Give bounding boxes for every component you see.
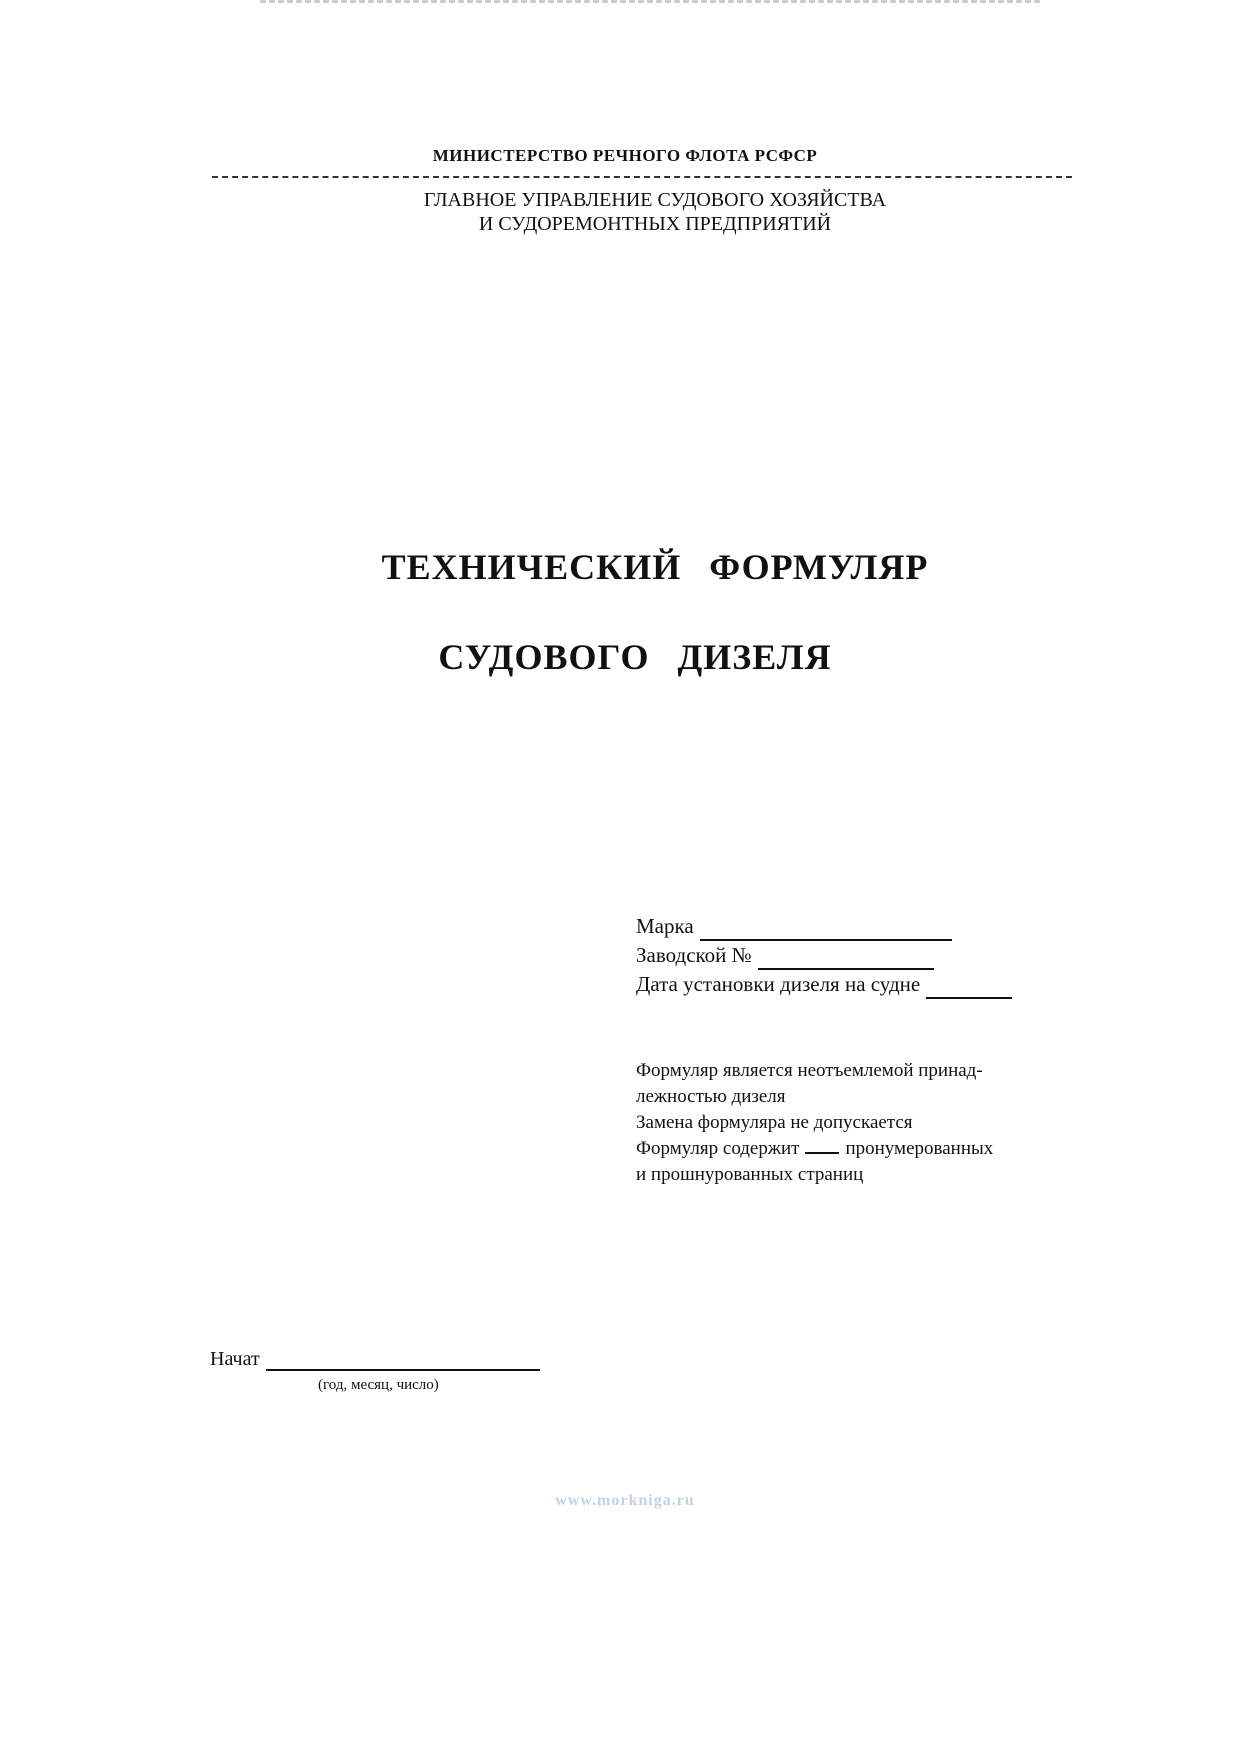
document-title-line-2: СУДОВОГО ДИЗЕЛЯ: [438, 637, 832, 677]
notes-block: [636, 1058, 1076, 1188]
note-line-4: [636, 1136, 1076, 1162]
department-line-1: ГЛАВНОЕ УПРАВЛЕНИЕ СУДОВОГО ХОЗЯЙСТВА: [423, 189, 887, 211]
note-line-1: Формуляр является неотъемлемой принад-: [636, 1060, 983, 1081]
brand-blank: [700, 919, 952, 941]
watermark: www.morkniga.ru: [555, 1492, 695, 1509]
department-heading: [0, 188, 1250, 236]
engine-info-fields: [636, 912, 1012, 999]
page-count-blank: [805, 1138, 839, 1154]
page-count-suffix: пронумерованных: [845, 1138, 994, 1159]
brand-label: Марка: [636, 914, 694, 938]
started-field: [210, 1348, 540, 1371]
department-line-2: И СУДОРЕМОНТНЫХ ПРЕДПРИЯТИЙ: [478, 213, 832, 235]
ministry-heading: МИНИСТЕРСТВО РЕЧНОГО ФЛОТА РСФСР: [432, 146, 818, 165]
serial-label: Заводской №: [636, 943, 752, 967]
started-label: Начат: [210, 1348, 260, 1370]
note-line-5: и прошнурованных страниц: [636, 1164, 864, 1185]
install-date-blank: [926, 977, 1012, 999]
brand-field: [636, 912, 1012, 941]
started-date-hint: (год, месяц, число): [318, 1377, 439, 1393]
serial-field: [636, 941, 1012, 970]
install-date-label: Дата установки дизеля на судне: [636, 972, 921, 996]
document-title-line-1: ТЕХНИЧЕСКИЙ ФОРМУЛЯР: [381, 547, 929, 587]
serial-blank: [758, 948, 934, 970]
note-line-2: лежностью дизеля: [636, 1086, 786, 1107]
page-count-prefix: Формуляр содержит: [636, 1138, 800, 1159]
note-line-3: Замена формуляра не допускается: [636, 1112, 913, 1133]
started-blank: [266, 1349, 540, 1371]
install-date-field: [636, 970, 1012, 999]
scan-edge-artifact: [260, 0, 1040, 7]
header-divider: [212, 176, 1072, 178]
